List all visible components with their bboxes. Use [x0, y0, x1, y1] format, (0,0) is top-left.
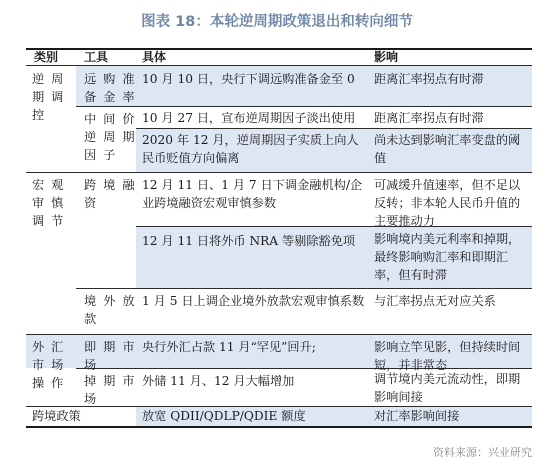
rule-bottom: [26, 426, 532, 428]
header-category: 类别: [34, 50, 59, 64]
impact-row4: 可减缓升值速率，但不足以反转；非本轮人民币升值的主要推动力: [374, 178, 521, 228]
rule-2: [136, 128, 532, 129]
figure-title: 图表 18：本轮逆周期政策退出和转向细节: [141, 14, 413, 30]
impact-row7: 影响立竿见影，但持续时间短，并非常态: [374, 340, 521, 372]
impact-row6: 与汇率拐点无对应关系: [374, 294, 496, 308]
impact-row8: 调节境内美元流动性，即期影响间接: [374, 372, 521, 404]
impact-row5: 影响境内美元利率和掉期，最终影响购汇率和即期汇率，但有时滞: [374, 232, 521, 282]
tool-reserve-ratio: 远购准备金率: [84, 72, 142, 104]
detail-row3: 2020 年 12 月，逆周期因子实质上向人民币贬值方向偏离: [142, 133, 359, 165]
tool-countercyclical-factor: 中间价逆周期因子: [84, 112, 142, 162]
tool-overseas-lending: 境外放款: [84, 294, 142, 326]
detail-row5: 12 月 11 日将外币 NRA 等剔除豁免项: [142, 234, 356, 248]
impact-row3: 尚未达到影响汇率变盘的阈值: [374, 133, 521, 165]
rule-6: [26, 334, 532, 335]
header-tool: 工具: [84, 50, 109, 64]
rule-1: [76, 106, 532, 107]
header-impact: 影响: [374, 50, 399, 64]
tool-spot-market: 即期市场: [84, 340, 142, 372]
category-countercyclical: 逆周期调控: [32, 72, 71, 122]
detail-row7: 央行外汇占款 11 月“罕见”回升;: [142, 340, 316, 354]
detail-row4: 12 月 11 日、1 月 7 日下调金融机构/企业跨境融资宏观审慎参数: [142, 178, 363, 210]
detail-row8: 外储 11 月、12 月大幅增加: [142, 374, 295, 388]
tool-cross-border-financing: 跨境融资: [84, 178, 142, 210]
detail-row6: 1 月 5 日上调企业境外放款宏观审慎系数: [142, 294, 365, 308]
tool-swap-market: 掉期市场: [84, 374, 142, 406]
impact-row2: 距离汇率拐点有时滞: [374, 111, 484, 125]
impact-row1: 距离汇率拐点有时滞: [374, 72, 484, 86]
detail-row1: 10 月 10 日，央行下调远购准备金至 0: [142, 72, 355, 86]
source-note: 资料来源：兴业研究: [433, 446, 532, 459]
category-cross-border-policy: 跨境政策: [32, 409, 81, 423]
category-fx-operations: 外汇市场操作: [32, 340, 71, 390]
header-detail: 具体: [142, 50, 167, 64]
rule-5: [76, 288, 532, 289]
detail-row9: 放宽 QDII/QDLP/QDIE 额度: [142, 409, 306, 423]
policy-table: [26, 40, 532, 430]
rule-3: [26, 172, 532, 173]
impact-row9: 对汇率影响间接: [374, 409, 460, 423]
detail-row2: 10 月 27 日，宣布逆周期因子淡出使用: [142, 111, 356, 125]
category-macroprudential: 宏观审慎调节: [32, 178, 71, 228]
